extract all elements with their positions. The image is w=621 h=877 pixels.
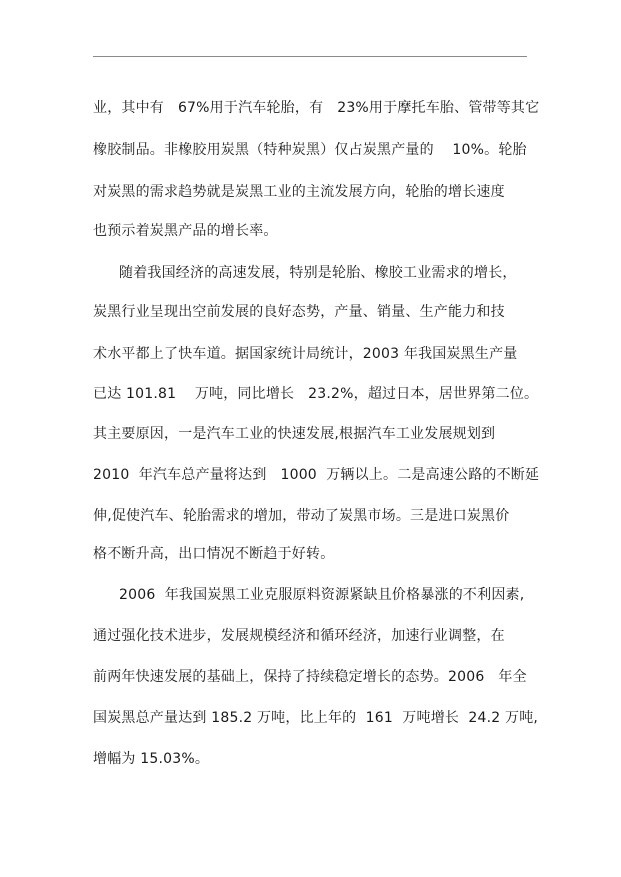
text-line: 其主要原因，一是汽车工业的快速发展,根据汽车工业发展规划到 <box>93 426 496 442</box>
text-line: 伸,促使汽车、轮胎需求的增加，带动了炭黑市场。三是进口炭黑价 <box>93 508 510 524</box>
text-line: 已达 101.81 万吨，同比增长 23.2%，超过日本，居世界第二位。 <box>93 386 539 402</box>
text-line: 炭黑行业呈现出空前发展的良好态势，产量、销量、生产能力和技 <box>93 304 505 320</box>
text-line: 增幅为 15.03%。 <box>93 751 210 767</box>
text-line: 国炭黑总产量达到 185.2 万吨，比上年的 161 万吨增长 24.2 万吨, <box>93 710 539 726</box>
text-line: 2010 年汽车总产量将达到 1000 万辆以上。二是高速公路的不断延 <box>93 467 540 483</box>
text-line: 对炭黑的需求趋势就是炭黑工业的主流发展方向，轮胎的增长速度 <box>93 184 505 200</box>
text-line: 随着我国经济的高速发展，特别是轮胎、橡胶工业需求的增长， <box>119 265 517 281</box>
header-rule <box>93 56 527 57</box>
text-line: 也预示着炭黑产品的增长率。 <box>93 223 278 239</box>
text-line: 通过强化技术进步，发展规模经济和循环经济，加速行业调整，在 <box>93 628 505 644</box>
text-line: 术水平都上了快车道。据国家统计局统计，2003 年我国炭黑生产量 <box>93 346 518 362</box>
text-line: 2006 年我国炭黑工业克服原料资源紧缺且价格暴涨的不利因素, <box>119 587 525 603</box>
text-line: 业，其中有 67%用于汽车轮胎，有 23%用于摩托车胎、管带等其它 <box>93 100 540 116</box>
text-line: 格不断升高，出口情况不断趋于好转。 <box>93 546 335 562</box>
text-line: 橡胶制品。非橡胶用炭黑（特种炭黑）仅占炭黑产量的 10%。轮胎 <box>93 142 527 158</box>
text-line: 前两年快速发展的基础上，保持了持续稳定增长的态势。2006 年全 <box>93 669 527 685</box>
